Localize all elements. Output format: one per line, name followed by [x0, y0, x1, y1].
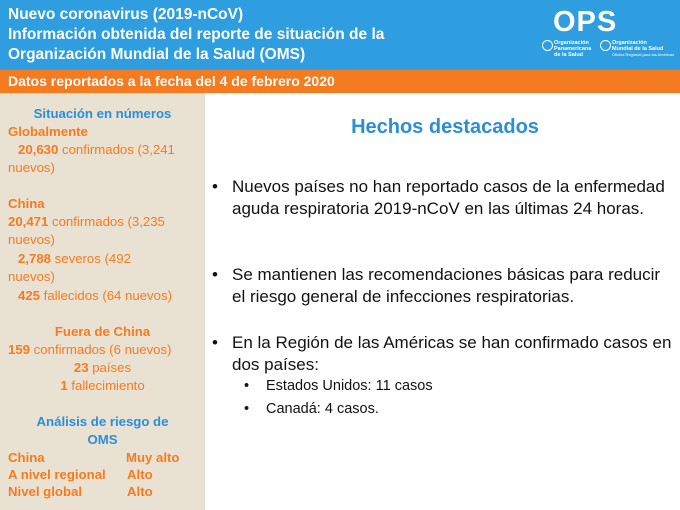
- risk-heading: Análisis de riesgo de: [36, 414, 169, 429]
- header-title-line-1: Nuevo coronavirus (2019-nCoV): [8, 6, 244, 23]
- outside-countries: 23 países: [73, 360, 132, 375]
- ops-logo: OPS: [553, 6, 618, 38]
- bullet-item-3: • En la Región de las Américas se han confirmado casos en dos países:: [212, 333, 672, 374]
- china-heading: China: [8, 196, 45, 211]
- header-title: [8, 5, 528, 65]
- outside-confirmed: 159 confirmados (6 nuevos): [8, 342, 172, 357]
- header-title-line-3: Organización Mundial de la Salud (OMS): [8, 46, 306, 63]
- outside-deaths: 1 fallecimiento: [60, 378, 145, 393]
- global-confirmed-cont: nuevos): [8, 160, 55, 175]
- bullet-item-2: • Se mantienen las recomendaciones básicas para reducir el riesgo general de infecciones respiratorias.: [212, 265, 661, 306]
- china-severe: 2,788 severos (492: [18, 251, 131, 266]
- sub-bullet-canada: • Canadá: 4 casos.: [244, 401, 379, 417]
- china-deaths: 425 fallecidos (64 nuevos): [18, 288, 172, 303]
- sidebar-title: Situación en números: [33, 106, 172, 121]
- bullet-dot-icon: •: [244, 401, 250, 417]
- china-confirmed: 20,471 confirmados (3,235: [8, 214, 165, 229]
- bullet-item-1: • Nuevos países no han reportado casos de la enfermedad aguda respiratoria 2019-nCoV en las últimas 24 horas.: [212, 177, 665, 218]
- bullet-dot-icon: •: [244, 378, 250, 394]
- ops-logo-caption: Organización Panamericana de la Salud: [554, 40, 591, 58]
- header-title-line-2: Información obtenida del reporte de situación de la: [8, 26, 385, 43]
- sub-bullet-usa: • Estados Unidos: 11 casos: [244, 378, 433, 394]
- date-banner: [0, 70, 680, 93]
- bullet-dot-icon: •: [212, 177, 218, 196]
- header-banner: [0, 0, 680, 70]
- bullet-dot-icon: •: [212, 333, 218, 352]
- risk-label-china: China: [8, 450, 45, 465]
- global-confirmed: 20,630 confirmados (3,241: [18, 142, 175, 157]
- who-emblem-icon: [600, 40, 611, 51]
- who-logo-caption: Organización Mundial de la Salud Oficina Regional para las Américas: [612, 40, 674, 58]
- china-severe-cont: nuevos): [8, 269, 55, 284]
- highlights-title: Hechos destacados: [351, 116, 539, 138]
- risk-value-global: Alto: [127, 484, 153, 499]
- date-banner-text: Datos reportados a la fecha del 4 de febrero 2020: [8, 73, 335, 89]
- china-confirmed-cont: nuevos): [8, 232, 55, 247]
- paho-emblem-icon: [542, 40, 553, 51]
- bullet-dot-icon: •: [212, 265, 218, 284]
- risk-value-china: Muy alto: [126, 450, 180, 465]
- risk-label-regional: A nivel regional: [8, 467, 106, 482]
- outside-heading: Fuera de China: [54, 324, 151, 339]
- risk-label-global: Nivel global: [8, 484, 83, 499]
- risk-heading-cont: OMS: [87, 432, 118, 447]
- global-heading: Globalmente: [8, 124, 88, 139]
- risk-value-regional: Alto: [127, 467, 153, 482]
